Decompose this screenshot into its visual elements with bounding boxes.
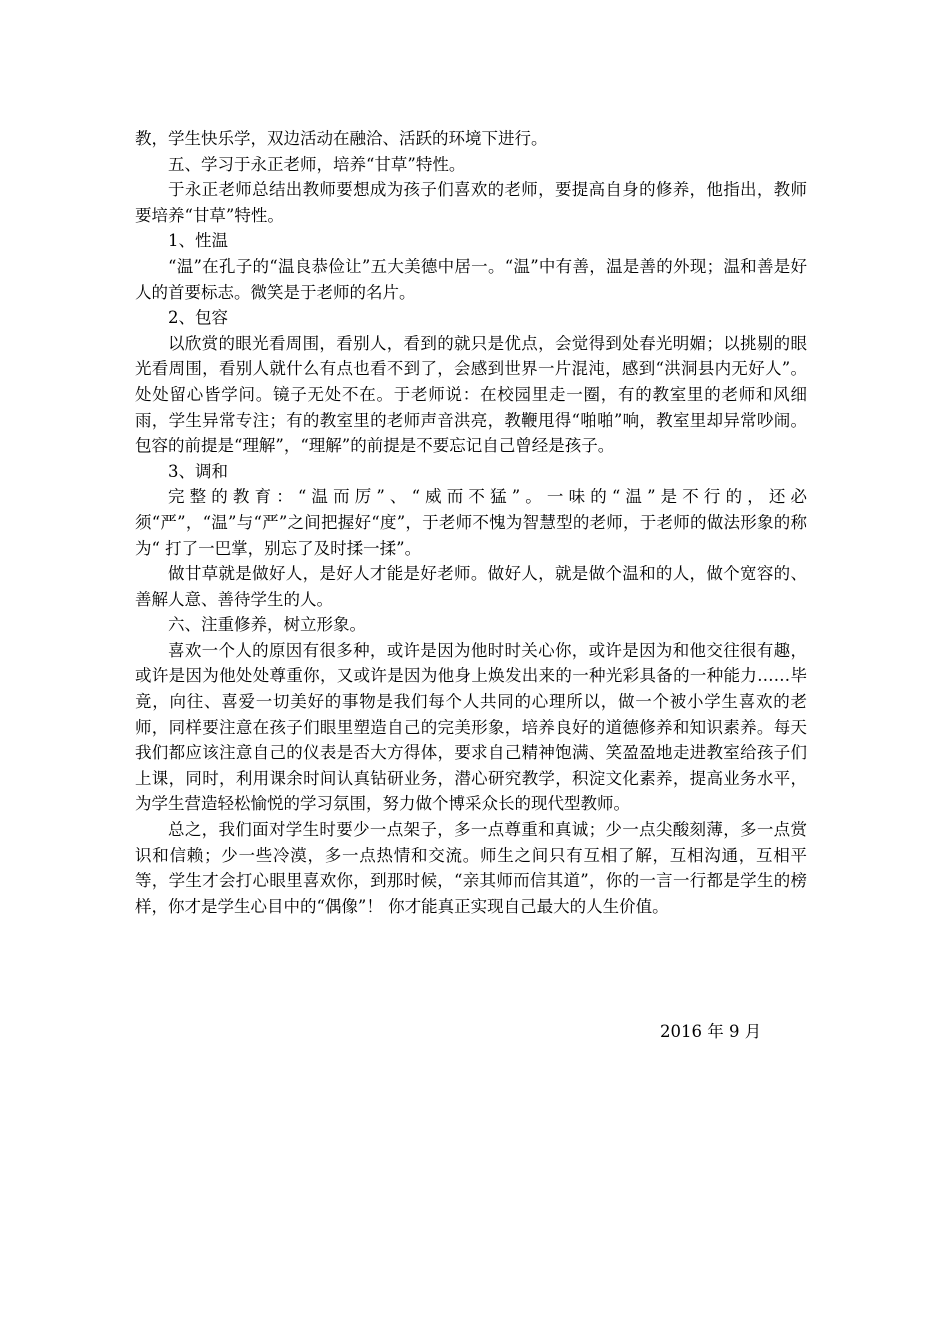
subheading-baorong: 2、包容 <box>168 308 228 328</box>
paragraph: 做甘草就是做好人，是好人才能是好老师。做好人，就是做个温和的人，做个宽容的、善解人意、善待学生的人。 <box>135 564 807 609</box>
paragraph: 教，学生快乐学，双边活动在融洽、活跃的环境下进行。 <box>135 129 548 148</box>
paragraph: 于永正老师总结出教师要想成为孩子们喜欢的老师，要提高自身的修养，他指出，教师要培养“甘草”特性。 <box>135 180 807 225</box>
paragraph: 以欣赏的眼光看周围，看别人，看到的就只是优点，会觉得到处春光明媚；以挑剔的眼光看周围，看别人就什么有点也看不到了，会感到世界一片混沌，感到“洪洞县内无好人”。处处留心皆学问。镜子无处不在。于老师说：在校园里走一圈，有的教室里的老师和风细雨，学生异常专注；有的教室里的老师声音洪亮，教鞭甩得“啪啪”响，教室里却异常吵闹。包容的前提是“理解”，“理解”的前提是不要忘记自己曾经是孩子。 <box>135 333 807 456</box>
paragraph: 喜欢一个人的原因有很多种，或许是因为他时时关心你，或许是因为和他交往很有趣，或许是因为他处处尊重你，又或许是因为他身上焕发出来的一种光彩具备的一种能力……毕竟，向往、喜爱一切美好的事物是我们每个人共同的心理所以，做一个被小学生喜欢的老师，同样要注意在孩子们眼里塑造自己的完美形象，培养良好的道德修养和知识素养。每天我们都应该注意自己的仪表是否大方得体，要求自己精神饱满、笑盈盈地走进教室给孩子们上课，同时，利用课余时间认真钻研业务，潜心研究教学，积淀文化素养，提高业务水平，为学生营造轻松愉悦的学习氛围，努力做个博采众长的现代型教师。 <box>135 640 807 814</box>
section-heading-six: 六、注重修养，树立形象。 <box>168 615 366 635</box>
paragraph: 完整的教育：“温而厉”、“威而不猛”。一味的“温”是不行的，还必须“严”，“温”与“严”之间把握好“度”，于老师不愧为智慧型的老师，于老师的做法形象的称为“ 打了一巴掌，别忘了及时揉一揉”。 <box>135 487 807 558</box>
section-heading-five: 五、学习于永正老师，培养“甘草”特性。 <box>168 154 466 174</box>
subheading-xingwen: 1、性温 <box>168 231 228 251</box>
paragraph: “温”在孔子的“温良恭俭让”五大美德中居一。“温”中有善，温是善的外现；温和善是好人的首要标志。微笑是于老师的名片。 <box>135 256 807 302</box>
document-body <box>135 126 807 919</box>
document-date: 2016 年 9 月 <box>660 1022 762 1041</box>
conclusion-paragraph: 总之，我们面对学生时要少一点架子，多一点尊重和真诚；少一点尖酸刻薄，多一点赏识和信赖；少一些冷漠，多一点热情和交流。师生之间只有互相了解，互相沟通，互相平等，学生才会打心眼里喜欢你，到那时候，“亲其师而信其道”，你的一言一行都是学生的榜样，你才是学生心目中的“偶像”！ 你才能真正实现自己最大的人生价值。 <box>135 820 807 916</box>
subheading-tiaohe: 3、调和 <box>168 461 228 481</box>
